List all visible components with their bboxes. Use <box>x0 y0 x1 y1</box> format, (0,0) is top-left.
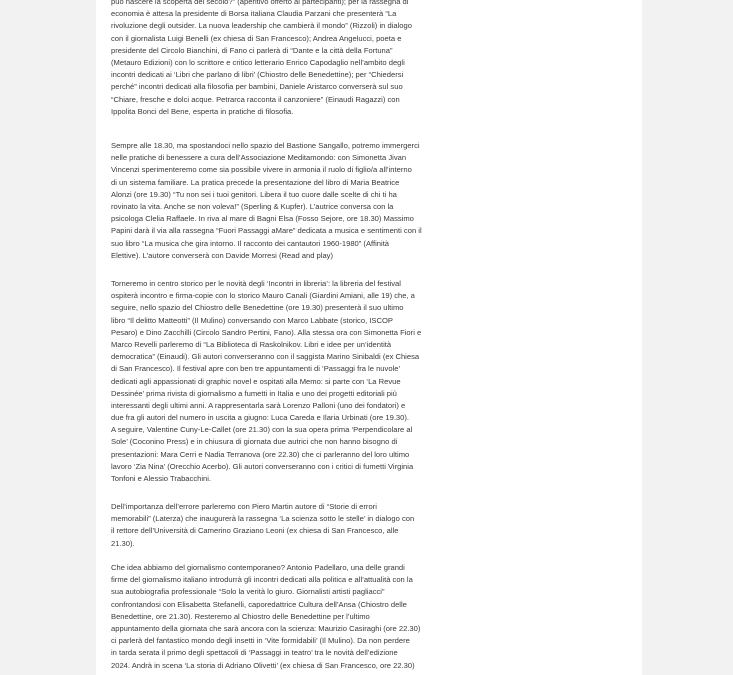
text-line: confrontandosi con Elisabetta Stefanelli, caporedattrice Cultura dell’Ansa (Chiostro delle <box>111 599 407 609</box>
text-line: appuntamento della giornata che sarà ancora con la scienza: Maurizio Casiraghi (ore 22.30) <box>111 623 421 633</box>
text-line: due fra gli autori del numero in uscita a giugno: Luca Careda e Ilaria Urbinati (ore 19.30). <box>111 413 410 423</box>
text-line: lavoro ‘Zia Nina’ (Orecchio Acerbo). Gli autori converseranno con i critici di fumetti Virginia <box>111 461 414 471</box>
text-line: Dessinée’ prima rivista di giornalismo a fumetti in Italia e uno dei progetti editoriali più <box>111 388 397 398</box>
text-line: Alonzi (ore 19.30) “Tu non sei i tuoi genitori. Libera il tuo cuore dalle scelte di chi ti ha <box>111 189 397 199</box>
text-line: suo libro “La musica che gira intorno. Il racconto dei cantautori 1960-1980” (Affinità <box>111 238 390 248</box>
text-line: di San Francesco). Il festival apre con ben tre appuntamenti di ‘Passaggi fra le nuvole’ <box>111 364 401 374</box>
text-line: ci parlerà del fantastico mondo degli insetti in ‘Vite formidabili’ (Il Mulino). Da non perdere <box>111 636 410 646</box>
text-line: (Metauro Edizioni) con lo scrittore e critico letterario Enrico Capodaglio nell’ambito degli <box>111 57 405 67</box>
text-line: economia è attesa la presidente di Borsa italiana Claudia Parzani che presenterà “La <box>111 9 397 19</box>
article-paragraph <box>111 278 421 485</box>
text-line: democratica” (Einaudi). Gli autori converseranno con il saggista Marino Sinibaldi (ex Chiesa <box>111 352 420 362</box>
text-line: libro “Il delitto Matteotti” (Il Mulino) conversando con Marco Labbate (storico, ISCOP <box>111 315 393 325</box>
text-line: in tarda serata il primo degli spettacoli di ‘Passaggi in teatro’ tra le novità dell’edizione <box>111 648 398 658</box>
text-line: A seguire, Valentine Cuny-Le-Callet (ore 21.30) con la sua opera prima ‘Perpendicolare al <box>111 425 413 435</box>
text-line: Marco Revelli parleremo di “La Biblioteca di Raskolnikov. Libri e idee per un’identità <box>111 339 392 349</box>
text-line: ospiterà incontro e firma-copie con lo storico Mauro Canali (Giardini Amiani, alle 19) che, a <box>111 291 415 301</box>
text-line: Pesaro) e Dino Zacchilli (Circolo Sandro Pertini, Fano). Alla stessa ora con Simonetta Fiori e <box>111 327 422 337</box>
text-line: può nascere la scoperta del secolo?” (aperitivo offerto ai partecipanti); per la rassegna di <box>111 0 409 6</box>
text-line: Elettive). L’autore converserà con Davide Morresi (Read and play) <box>111 250 334 260</box>
text-line: Tonfoni e Alessio Trabacchini. <box>111 474 212 483</box>
text-line: rivoluzione degli outsider. La nuova leadership che cambierà il mondo” (Rizzoli) in dialogo <box>111 21 412 31</box>
text-line: Papini darà il via alla rassegna “Fuori Passaggi aMare” dedicata a musica e sentimenti con il <box>111 226 422 236</box>
text-line: perché” incontri dedicati alla filosofia per bambini, Daniele Aristarco converserà sul suo <box>111 82 403 92</box>
text-line: Torneremo in centro storico per le novità degli ‘Incontri in libreria’: la libreria del festival <box>111 279 401 288</box>
text-line: firme del giornalismo italiano introdurrà gli incontri dedicati alla politica e all’attualità con la <box>111 575 413 585</box>
article-paragraph <box>111 562 420 672</box>
text-line: nelle pratiche di benessere a cura dell’Associazione Meditamondo: con Simonetta Jivan <box>111 153 407 163</box>
article-paragraph <box>111 501 414 550</box>
text-line: Dell’importanza dell’errore parleremo con Piero Martin autore di “Storie di errori <box>111 502 377 511</box>
text-line: il rettore dell’Università di Camerino Graziano Leoni (ex chiesa di San Francesco, alle <box>111 526 399 536</box>
text-line: rovinato la vita. Anche se non voleva!” (Sperling & Kupfer). L’autrice conversa con la <box>111 201 394 211</box>
text-line: interessanti degli ultimi anni. A rappresentarla sarà Lorenzo Palloni (uno dei fondatori) e <box>111 400 406 410</box>
text-line: memorabili” (Laterza) che inaugurerà la rassegna ‘La scienza sotto le stelle’ in dialogo con <box>111 514 415 524</box>
text-line: Ippolita Bonci del Bene, esperta in pratiche di filosofia. <box>111 106 294 116</box>
text-line: dedicati agli appassionati di graphic novel e ospitati alla Memo: si parte con ‘La Revue <box>111 376 401 386</box>
text-line: Sempre alle 18.30, ma spostandoci nello spazio del Bastione Sangallo, potremo immergerci <box>111 141 420 150</box>
article-paragraph <box>111 140 422 262</box>
text-line: Che idea abbiamo del giornalismo contemporaneo? Antonio Padellaro, una delle grandi <box>111 563 405 572</box>
text-line: incontri dedicati ai ‘Libri che parlano di libri’ (Chiostro delle Benedettine); per “Chiedersi <box>111 70 404 80</box>
text-line: sua autobiografia professionale “Solo la verità lo giuro. Giornalisti artisti pagliacci” <box>111 587 385 597</box>
text-line: “Chiare, fresche e dolci acque. Petrarca racconta il canzoniere” (Einaudi Ragazzi) con <box>111 94 400 104</box>
text-line: presidente del Circolo Bianchini, di Fano ci parlerà di “Dante e la città della Fortuna” <box>111 45 393 55</box>
text-line: di un sistema familiare. La pratica precede la presentazione del libro di Maria Beatrice <box>111 177 400 187</box>
text-line: Sole’ (Coconino Press) e in chiusura di giornata due autrici che non hanno bisogno di <box>111 437 398 447</box>
text-line: 2024. Andrà in scena ‘La storia di Adriano Olivetti’ (ex chiesa di San Francesco, ore 22.30) <box>111 660 415 670</box>
text-line: Benedettine, ore 21.30). Resteremo al Chiostro delle Benedettine per l’ultimo <box>111 611 370 621</box>
text-line: psicologa Clelia Raffaele. In riva al mare di Bagni Elsa (Fosso Sejore, ore 18.30) Massimo <box>111 214 414 224</box>
text-line: presentazioni: Mara Cerri e Nadia Terranova (ore 22.30) che ci parleranno del loro ultimo <box>111 449 410 459</box>
text-line: seguire, nello spazio del Chiostro delle Benedettine (ore 19.30) presenterà il suo ultimo <box>111 303 404 313</box>
text-line: 21.30). <box>111 538 135 548</box>
text-line: Vincenzi sperimenteremo come sia possibile vivere in armonia il ruolo di figlio/a all’interno <box>111 165 412 175</box>
article-paragraph <box>111 0 412 118</box>
text-line: con il giornalista Luigi Benelli (ex chiesa di San Francesco); Andrea Angelucci, poeta e <box>111 33 402 43</box>
